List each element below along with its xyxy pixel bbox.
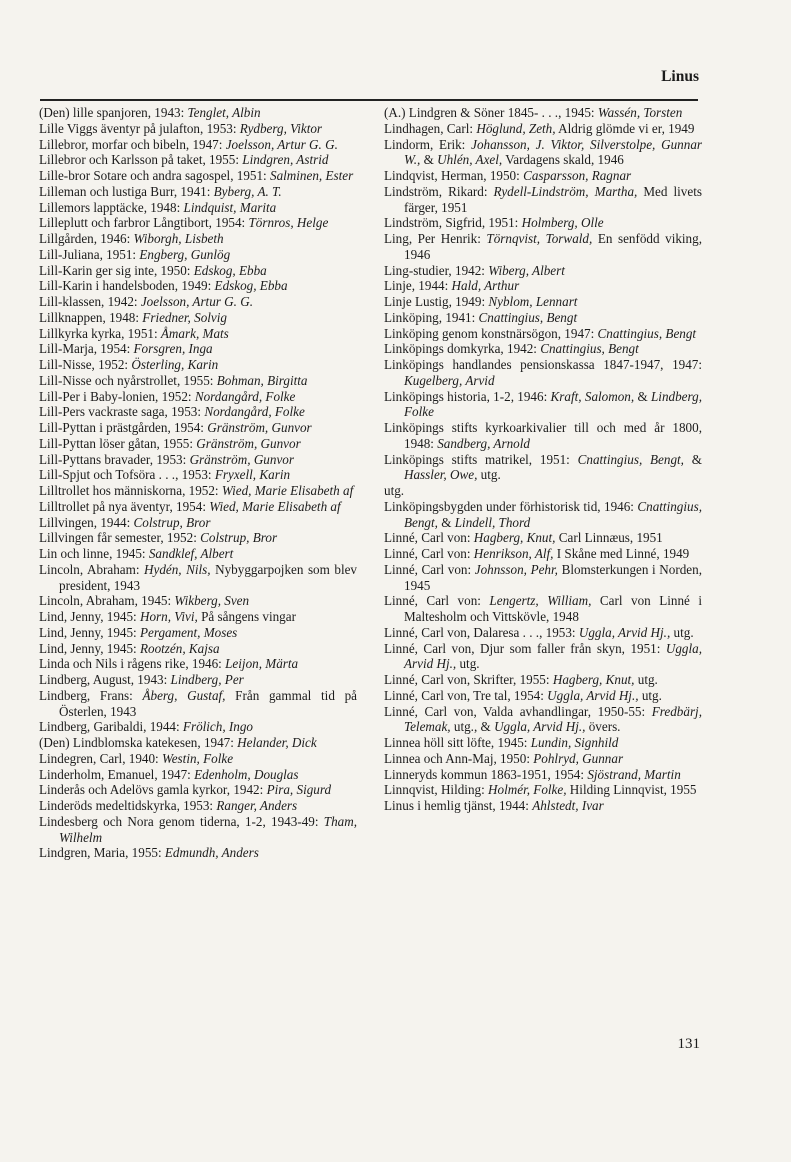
entry-author: Lindquist, Marita bbox=[183, 199, 277, 215]
index-entry bbox=[39, 515, 357, 531]
entry-author: Colstrup, Bror bbox=[200, 530, 278, 546]
index-entry bbox=[384, 546, 702, 562]
entry-title: Lindström, Rikard: bbox=[384, 183, 494, 199]
entry-author: Casparsson, Ragnar bbox=[523, 168, 632, 183]
entry-author: Kugelberg, Arvid bbox=[404, 372, 495, 388]
entry-author: Johnsson, Pehr, bbox=[474, 561, 558, 577]
entry-title: Lill-Pers vackraste saga, 1953: bbox=[39, 404, 205, 420]
index-entry bbox=[39, 562, 357, 594]
entry-author: Törnqvist, Torwald, bbox=[486, 231, 593, 246]
index-entry bbox=[39, 688, 357, 720]
entry-suffix: utg. bbox=[456, 656, 480, 672]
entry-author: Gränström, Gunvor bbox=[189, 451, 294, 467]
index-entry bbox=[39, 310, 357, 326]
entry-title: Lillknappen, 1948: bbox=[39, 309, 143, 325]
entry-author: Hassler, Owe, bbox=[404, 467, 478, 483]
index-entry bbox=[39, 326, 357, 342]
entry-author: Lundin, Signhild bbox=[530, 735, 619, 750]
entry-author: Rootzén, Kajsa bbox=[139, 640, 220, 656]
entry-title: Lindhagen, Carl: bbox=[384, 120, 477, 136]
entry-author: Uhlén, Axel, bbox=[437, 152, 503, 168]
entry-suffix: övers. bbox=[585, 719, 621, 735]
entry-author: Wied, Marie Elisabeth af bbox=[209, 498, 341, 514]
entry-title: (Den) lille spanjoren, 1943: bbox=[39, 105, 188, 120]
entry-title: Lill-Pyttan i prästgården, 1954: bbox=[39, 420, 208, 435]
entry-title: Linus i hemlig tjänst, 1944: bbox=[384, 798, 533, 813]
index-entry bbox=[39, 341, 357, 357]
index-entry bbox=[384, 782, 702, 798]
entry-title: Lillvingen, 1944: bbox=[39, 514, 134, 530]
entry-author: Ranger, Anders bbox=[216, 798, 298, 813]
entry-author: Cnattingius, Bengt bbox=[597, 325, 697, 341]
index-entry bbox=[39, 641, 357, 657]
entry-title: Linnea och Ann-Maj, 1950: bbox=[384, 750, 534, 766]
entry-title: Lillebror, morfar och bibeln, 1947: bbox=[39, 136, 226, 152]
entry-title: Lill-Karin ger sig inte, 1950: bbox=[39, 262, 194, 278]
page-number: 131 bbox=[677, 1036, 700, 1052]
entry-author: Nordangård, Folke bbox=[204, 404, 305, 420]
index-entry bbox=[39, 656, 357, 672]
index-entry bbox=[384, 562, 702, 594]
entry-title: Linné, Carl von, Valda avhandlingar, 1950-55: bbox=[384, 703, 652, 719]
entry-author: Edskog, Ebba bbox=[214, 278, 288, 294]
entry-suffix: & bbox=[683, 451, 702, 467]
index-entry bbox=[384, 137, 702, 169]
entry-title: Linderås och Adelövs gamla kyrkor, 1942: bbox=[39, 782, 267, 798]
index-entry bbox=[384, 231, 702, 263]
left-column bbox=[39, 105, 357, 861]
entry-title: Ling, Per Henrik: bbox=[384, 231, 487, 246]
index-entry bbox=[384, 483, 702, 499]
entry-author: Gränström, Gunvor bbox=[207, 420, 312, 435]
entry-title: Linköpingsbygden under förhistorisk tid, 1946: bbox=[384, 498, 638, 514]
entry-author: Sjöstrand, Martin bbox=[587, 766, 681, 782]
entry-title: Linneryds kommun 1863-1951, 1954: bbox=[384, 766, 588, 782]
entry-title: Lilltrollet hos människorna, 1952: bbox=[39, 483, 222, 498]
entry-author: Cnattingius, Bengt bbox=[478, 309, 578, 325]
entry-author: Bohman, Birgitta bbox=[216, 372, 308, 388]
entry-author: Pohlryd, Gunnar bbox=[533, 750, 624, 766]
entry-title: Linköping genom konstnärsögon, 1947: bbox=[384, 325, 598, 341]
index-entry bbox=[39, 609, 357, 625]
entry-title: Lindberg, Frans: bbox=[39, 687, 143, 703]
index-entry bbox=[39, 798, 357, 814]
entry-author: Salminen, Ester bbox=[270, 168, 354, 183]
entry-author: Johansson, J. Viktor, Silverstolpe, Gunnar W., bbox=[404, 136, 702, 168]
entry-title: Linné, Carl von, Dalaresa . . ., 1953: bbox=[384, 624, 579, 640]
index-entry bbox=[39, 719, 357, 735]
index-entry bbox=[384, 294, 702, 310]
entry-author: Joelsson, Artur G. G. bbox=[225, 136, 338, 152]
entry-title: Linnea höll sitt löfte, 1945: bbox=[384, 735, 531, 750]
entry-suffix: I Skåne med Linné, 1949 bbox=[553, 546, 690, 561]
entry-title: Linnqvist, Hilding: bbox=[384, 782, 489, 798]
entry-title: Lill-Pyttans bravader, 1953: bbox=[39, 451, 190, 467]
entry-author: Hagberg, Knut, bbox=[473, 530, 556, 546]
entry-title: Lillgården, 1946: bbox=[39, 231, 134, 246]
entry-title: Lill-Juliana, 1951: bbox=[39, 246, 140, 262]
entry-suffix: Vardagens skald, 1946 bbox=[502, 152, 624, 168]
entry-title: Linné, Carl von: bbox=[384, 530, 474, 546]
entry-author: Pira, Sigurd bbox=[266, 782, 332, 798]
index-entry bbox=[39, 215, 357, 231]
index-entry bbox=[384, 641, 702, 673]
index-entry bbox=[384, 420, 702, 452]
header-rule bbox=[40, 99, 698, 101]
entry-title: Lill-klassen, 1942: bbox=[39, 294, 141, 309]
entry-title: Linköpings handlandes pensionskassa 1847-1947, 1947: bbox=[384, 357, 702, 372]
entry-title: Lindesberg och Nora genom tiderna, 1-2, 1943-49: bbox=[39, 813, 324, 829]
entry-author: Wiborgh, Lisbeth bbox=[133, 231, 224, 246]
entry-suffix: & bbox=[437, 514, 455, 530]
index-entry bbox=[384, 184, 702, 216]
index-entry bbox=[39, 436, 357, 452]
entry-title: Lindström, Sigfrid, 1951: bbox=[384, 215, 522, 231]
entry-author: Horn, Vivi, bbox=[139, 609, 198, 624]
entry-title: Linköpings domkyrka, 1942: bbox=[384, 341, 541, 357]
entry-author: Hagberg, Knut, bbox=[552, 672, 635, 687]
index-entry bbox=[39, 546, 357, 562]
index-entry bbox=[39, 845, 357, 861]
index-entry bbox=[39, 452, 357, 468]
entry-title: Lillkyrka kyrka, 1951: bbox=[39, 325, 161, 341]
entry-author: Uggla, Arvid Hj., bbox=[547, 687, 639, 703]
entry-suffix: Nybyggarpojken som blev president, 1943 bbox=[59, 561, 357, 593]
entry-suffix: Blomsterkungen i Norden, 1945 bbox=[404, 561, 702, 593]
entry-author: Ahlstedt, Ivar bbox=[532, 798, 604, 813]
index-entry bbox=[39, 483, 357, 499]
index-entry bbox=[39, 105, 357, 121]
entry-title: Lindberg, August, 1943: bbox=[39, 672, 171, 687]
index-entry bbox=[39, 247, 357, 263]
entry-author: Fryxell, Karin bbox=[214, 467, 291, 483]
index-entry bbox=[384, 389, 702, 421]
index-entry bbox=[39, 593, 357, 609]
entry-author: Kraft, Salomon, bbox=[550, 388, 635, 404]
index-entry bbox=[384, 751, 702, 767]
entry-author: Gränström, Gunvor bbox=[196, 435, 301, 451]
index-entry bbox=[384, 105, 702, 121]
entry-author: Frölich, Ingo bbox=[182, 719, 253, 735]
entry-author: Holmberg, Olle bbox=[521, 215, 604, 231]
index-entry bbox=[384, 168, 702, 184]
entry-title: Lind, Jenny, 1945: bbox=[39, 609, 140, 624]
entry-suffix: Carl von Linné i Maltesholm och Vittskövle, 1948 bbox=[404, 593, 703, 624]
entry-author: Åmark, Mats bbox=[160, 325, 229, 341]
entry-title: Linderöds medeltidskyrka, 1953: bbox=[39, 798, 217, 813]
index-entry bbox=[39, 294, 357, 310]
entry-author: Lengertz, William, bbox=[489, 593, 592, 609]
index-entry bbox=[39, 814, 357, 846]
index-entry bbox=[39, 152, 357, 168]
index-entry bbox=[384, 798, 702, 814]
entry-title: Lindberg, Garibaldi, 1944: bbox=[39, 719, 183, 735]
entry-suffix: En senfödd viking, 1946 bbox=[404, 231, 702, 262]
entry-title: Linné, Carl von, Tre tal, 1954: bbox=[384, 687, 548, 703]
entry-title: Lindgren, Maria, 1955: bbox=[39, 845, 165, 861]
entry-title: Lind, Jenny, 1945: bbox=[39, 624, 140, 640]
entry-author: Edenholm, Douglas bbox=[194, 766, 299, 782]
entry-suffix: utg. bbox=[670, 624, 694, 640]
entry-suffix: Carl Linnæus, 1951 bbox=[555, 530, 663, 546]
index-entry bbox=[39, 751, 357, 767]
entry-author: Henrikson, Alf, bbox=[473, 546, 554, 561]
entry-author: Friedner, Solvig bbox=[142, 309, 227, 325]
entry-author: Edmundh, Anders bbox=[164, 845, 259, 861]
entry-author: Uggla, Arvid Hj., bbox=[404, 640, 702, 672]
entry-title: Lilleplutt och farbror Långtibort, 1954: bbox=[39, 215, 249, 231]
right-column bbox=[384, 105, 702, 814]
entry-title: Lill-Pyttan löser gåtan, 1955: bbox=[39, 435, 197, 451]
entry-title: (A.) Lindgren & Söner 1845- . . ., 1945: bbox=[384, 105, 598, 120]
entry-title: Lindorm, Erik: bbox=[384, 136, 472, 152]
entry-author: Westin, Folke bbox=[161, 750, 234, 766]
index-entry bbox=[384, 278, 702, 294]
entry-suffix: Med livets färger, 1951 bbox=[404, 183, 702, 215]
entry-author: Uggla, Arvid Hj., bbox=[578, 624, 671, 640]
entry-title: utg. bbox=[384, 483, 405, 498]
entry-suffix: & bbox=[634, 388, 651, 404]
index-entry bbox=[39, 499, 357, 515]
entry-title: Linné, Carl von: bbox=[384, 546, 474, 561]
entry-author: Wassén, Torsten bbox=[597, 105, 683, 120]
entry-suffix: utg. bbox=[477, 467, 501, 483]
entry-author: Uggla, Arvid Hj., bbox=[494, 719, 586, 735]
entry-author: Tenglet, Albin bbox=[187, 105, 261, 120]
entry-title: Linköpings stifts matrikel, 1951: bbox=[384, 451, 578, 467]
entry-title: Lill-Per i Baby-lonien, 1952: bbox=[39, 388, 195, 404]
entry-title: Linje, 1944: bbox=[384, 278, 452, 294]
entry-title: Linné, Carl von: bbox=[384, 561, 475, 577]
index-entry bbox=[39, 530, 357, 546]
entry-author: Sandklef, Albert bbox=[148, 546, 234, 561]
entry-author: Joelsson, Artur G. G. bbox=[140, 294, 254, 309]
entry-author: Lindell, Thord bbox=[454, 514, 531, 530]
entry-title: Linje Lustig, 1949: bbox=[384, 294, 489, 309]
entry-title: Lilltrollet på nya äventyr, 1954: bbox=[39, 498, 210, 514]
index-entry bbox=[39, 278, 357, 294]
entry-suffix: Från gammal tid på Österlen, 1943 bbox=[59, 687, 358, 719]
entry-author: Pergament, Moses bbox=[139, 624, 238, 640]
index-entry bbox=[384, 593, 702, 625]
entry-title: Lill-Marja, 1954: bbox=[39, 341, 134, 357]
index-entry bbox=[384, 215, 702, 231]
index-entry bbox=[39, 404, 357, 420]
index-entry bbox=[384, 625, 702, 641]
entry-suffix: På sångens vingar bbox=[197, 609, 296, 624]
entry-author: Helander, Dick bbox=[237, 735, 317, 750]
index-entry bbox=[384, 530, 702, 546]
entry-author: Cnattingius, Bengt, bbox=[404, 498, 702, 530]
entry-suffix: utg., & bbox=[450, 719, 495, 735]
entry-author: Rydberg, Viktor bbox=[239, 120, 323, 136]
entry-title: Linné, Carl von, Djur som faller från skyn, 1951: bbox=[384, 640, 666, 656]
index-entry bbox=[39, 672, 357, 688]
entry-author: Forsgren, Inga bbox=[133, 341, 213, 357]
entry-title: Linderholm, Emanuel, 1947: bbox=[39, 766, 195, 782]
entry-title: Lincoln, Abraham, 1945: bbox=[39, 593, 175, 609]
entry-author: Wikberg, Sven bbox=[174, 593, 250, 609]
index-entry bbox=[384, 688, 702, 704]
entry-title: Linköpings historia, 1-2, 1946: bbox=[384, 388, 551, 404]
entry-suffix: utg. bbox=[638, 687, 662, 703]
index-entry bbox=[39, 625, 357, 641]
entry-title: Lillvingen får semester, 1952: bbox=[39, 530, 201, 546]
index-entry bbox=[384, 672, 702, 688]
index-entry bbox=[384, 767, 702, 783]
index-entry bbox=[384, 452, 702, 484]
page-header-title: Linus bbox=[661, 68, 699, 85]
entry-suffix: & bbox=[420, 152, 438, 168]
index-entry bbox=[384, 310, 702, 326]
index-entry bbox=[39, 357, 357, 373]
entry-author: Colstrup, Bror bbox=[133, 514, 211, 530]
entry-author: Sandberg, Arnold bbox=[437, 435, 530, 451]
entry-title: Lindqvist, Herman, 1950: bbox=[384, 168, 524, 183]
entry-author: Åberg, Gustaf, bbox=[142, 687, 226, 703]
entry-title: Lillemors lapptäcke, 1948: bbox=[39, 199, 184, 215]
entry-title: Lill-Karin i handelsboden, 1949: bbox=[39, 278, 215, 294]
entry-title: Lill-Nisse, 1952: bbox=[39, 357, 132, 372]
entry-title: Linné, Carl von: bbox=[384, 593, 490, 609]
entry-author: Cnattingius, Bengt, bbox=[577, 451, 684, 467]
entry-title: Linné, Carl von, Skrifter, 1955: bbox=[384, 672, 553, 687]
index-entry bbox=[39, 373, 357, 389]
entry-title: Lin och linne, 1945: bbox=[39, 546, 149, 561]
entry-author: Hald, Arthur bbox=[451, 278, 520, 294]
entry-author: Byberg, A. T. bbox=[213, 183, 282, 199]
entry-author: Törnros, Helge bbox=[248, 215, 329, 231]
index-entry bbox=[39, 735, 357, 751]
entry-title: Lind, Jenny, 1945: bbox=[39, 640, 140, 656]
index-entry bbox=[39, 184, 357, 200]
entry-author: Hydén, Nils, bbox=[144, 561, 211, 577]
entry-author: Wiberg, Albert bbox=[488, 262, 565, 278]
index-entry bbox=[39, 231, 357, 247]
entry-title: Linköping, 1941: bbox=[384, 309, 479, 325]
entry-author: Fredbärj, Telemak, bbox=[404, 703, 702, 735]
index-entry bbox=[39, 389, 357, 405]
index-entry bbox=[39, 263, 357, 279]
index-entry bbox=[39, 168, 357, 184]
index-entry bbox=[39, 137, 357, 153]
entry-author: Lindberg, Folke bbox=[404, 388, 702, 420]
entry-author: Wied, Marie Elisabeth af bbox=[221, 483, 354, 498]
entry-suffix: Aldrig glömde vi er, 1949 bbox=[555, 120, 695, 136]
entry-title: (Den) Lindblomska katekesen, 1947: bbox=[39, 735, 238, 750]
entry-title: Lill-Spjut och Tofsöra . . ., 1953: bbox=[39, 467, 215, 483]
entry-suffix: utg. bbox=[634, 672, 658, 687]
index-entry bbox=[39, 782, 357, 798]
index-entry bbox=[39, 200, 357, 216]
entry-title: Linköpings stifts kyrkoarkivalier till och med år 1800, 1948: bbox=[384, 420, 702, 451]
index-entry bbox=[384, 357, 702, 389]
index-entry bbox=[39, 467, 357, 483]
entry-title: Lill-Nisse och nyårstrollet, 1955: bbox=[39, 372, 217, 388]
entry-author: Nordangård, Folke bbox=[194, 388, 296, 404]
entry-author: Engberg, Gunlög bbox=[139, 246, 231, 262]
index-entry bbox=[39, 121, 357, 137]
entry-author: Lindgren, Astrid bbox=[242, 152, 329, 168]
entry-title: Lille-bror Sotare och andra sagospel, 1951: bbox=[39, 168, 270, 183]
entry-title: Lincoln, Abraham: bbox=[39, 561, 145, 577]
entry-title: Lillebror och Karlsson på taket, 1955: bbox=[39, 152, 243, 168]
entry-author: Holmér, Folke, bbox=[488, 782, 567, 798]
entry-title: Lille Viggs äventyr på julafton, 1953: bbox=[39, 120, 240, 136]
entry-title: Linda och Nils i rågens rike, 1946: bbox=[39, 656, 226, 672]
entry-suffix: Hilding Linnqvist, 1955 bbox=[566, 782, 697, 798]
entry-author: Cnattingius, Bengt bbox=[540, 341, 639, 357]
index-entry bbox=[384, 735, 702, 751]
entry-author: Tham, Wilhelm bbox=[59, 813, 357, 845]
entry-author: Lindberg, Per bbox=[170, 672, 244, 687]
index-entry bbox=[384, 341, 702, 357]
index-entry bbox=[384, 121, 702, 137]
entry-title: Ling-studier, 1942: bbox=[384, 262, 489, 278]
entry-title: Lilleman och lustiga Burr, 1941: bbox=[39, 183, 214, 199]
entry-author: Österling, Karin bbox=[131, 357, 219, 372]
entry-author: Nyblom, Lennart bbox=[488, 294, 578, 309]
index-entry bbox=[384, 326, 702, 342]
index-entry bbox=[39, 767, 357, 783]
entry-author: Edskog, Ebba bbox=[193, 262, 267, 278]
index-entry bbox=[384, 499, 702, 531]
index-entry bbox=[384, 263, 702, 279]
entry-author: Rydell-Lindström, Martha, bbox=[493, 183, 638, 199]
entry-title: Lindegren, Carl, 1940: bbox=[39, 750, 162, 766]
entry-author: Höglund, Zeth, bbox=[476, 120, 556, 136]
entry-author: Leijon, Märta bbox=[225, 656, 299, 672]
index-entry bbox=[384, 704, 702, 736]
index-entry bbox=[39, 420, 357, 436]
